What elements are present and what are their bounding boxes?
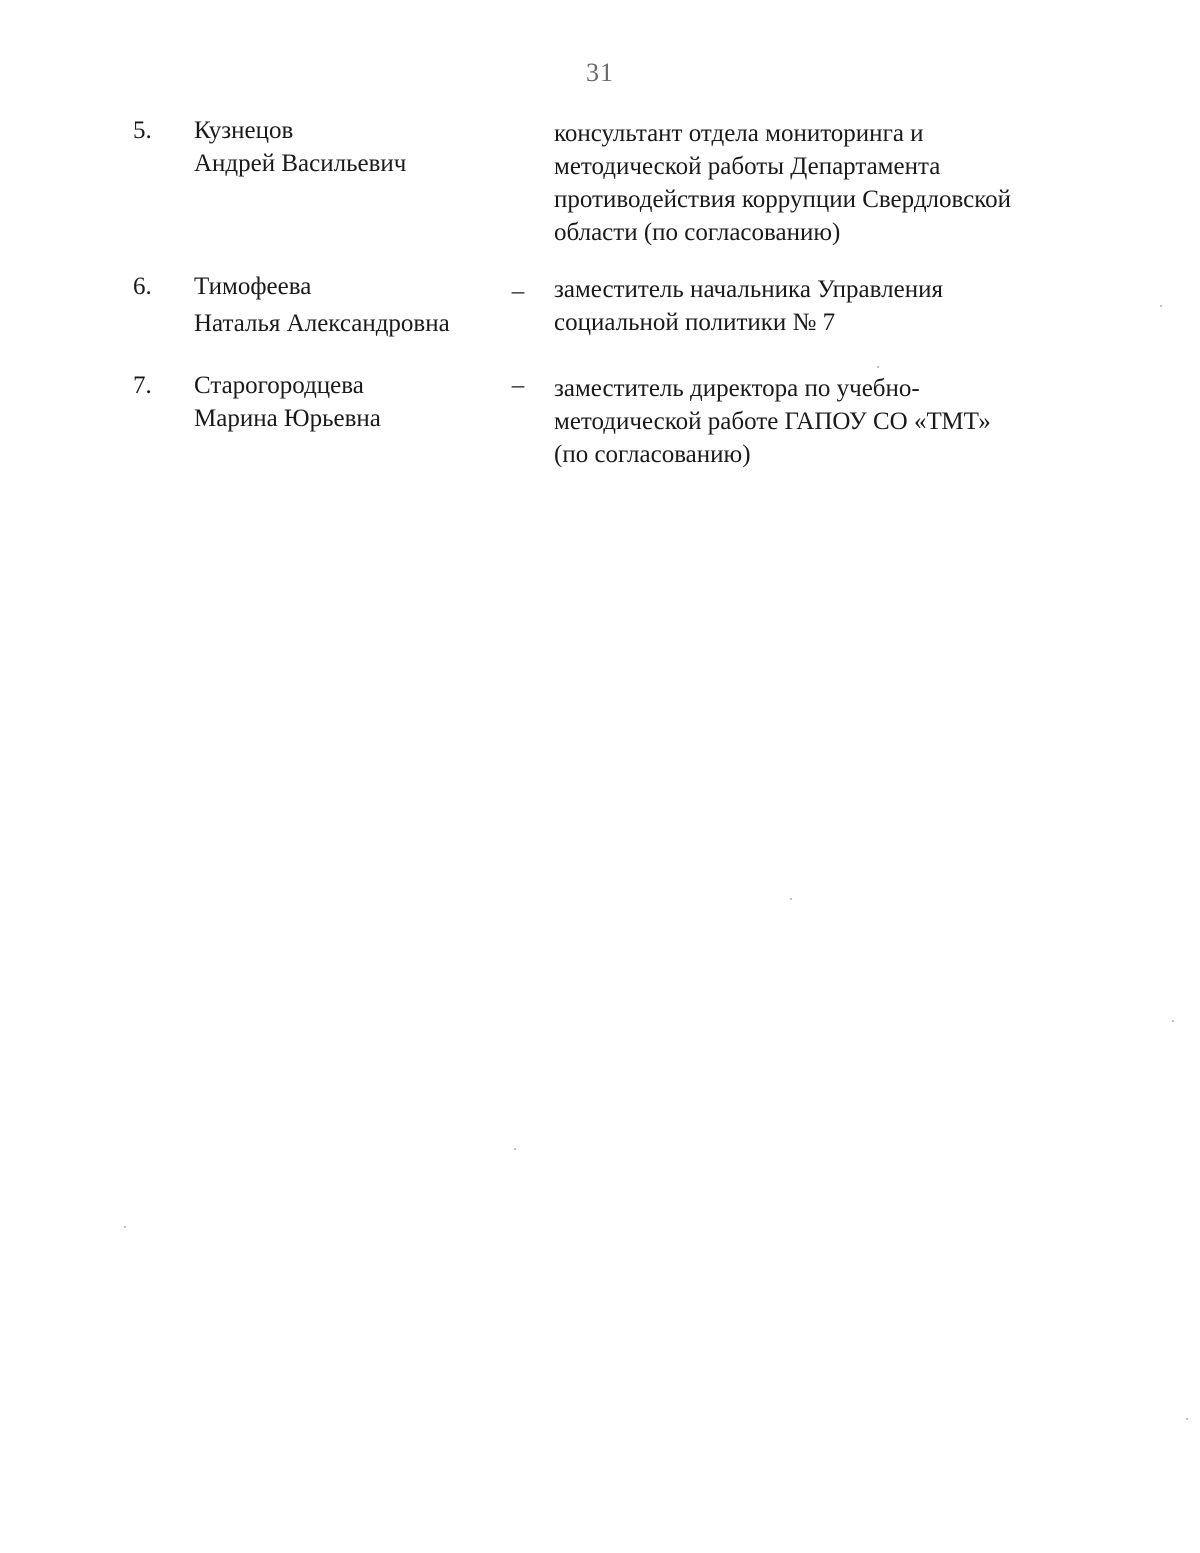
role-line: консультант отдела мониторинга и: [554, 120, 924, 147]
member-number: 7.: [133, 372, 152, 399]
member-name: [194, 114, 494, 180]
member-number: 5.: [133, 117, 152, 144]
role-line: противодействия коррупции Свердловской: [554, 186, 1012, 213]
role-line: методической работе ГАПОУ СО «ТМТ»: [554, 408, 991, 435]
member-role: [554, 372, 1074, 471]
member-surname: Тимофеева: [194, 273, 312, 300]
member-role: [554, 117, 1074, 249]
member-given-names: Наталья Александровна: [194, 310, 450, 337]
role-line: заместитель директора по учебно-: [554, 375, 920, 402]
member-role: [554, 273, 1074, 339]
scan-speck: [124, 1226, 126, 1228]
role-line: области (по согласованию): [554, 219, 841, 246]
scan-speck: [1172, 1020, 1174, 1022]
scan-speck: [1186, 1418, 1188, 1420]
role-line: методической работы Департамента: [554, 153, 941, 180]
scan-speck: [1160, 305, 1162, 307]
member-number: 6.: [133, 273, 152, 300]
scan-speck: [877, 366, 879, 368]
separator-dash: _: [511, 269, 525, 296]
role-line: заместитель начальника Управления: [554, 276, 943, 303]
scan-speck: [514, 1148, 516, 1150]
member-surname: Старогородцева: [194, 372, 364, 399]
role-line: (по согласованию): [554, 441, 751, 468]
separator-dash: –: [511, 372, 525, 399]
member-given-names: Марина Юрьевна: [194, 405, 381, 432]
member-given-names: Андрей Васильевич: [194, 150, 407, 177]
page-number: 31: [586, 58, 614, 87]
role-line: социальной политики № 7: [554, 309, 836, 336]
member-surname: Кузнецов: [194, 117, 294, 144]
member-name: [194, 270, 494, 340]
member-name: [194, 369, 494, 435]
scan-speck: [790, 898, 792, 900]
